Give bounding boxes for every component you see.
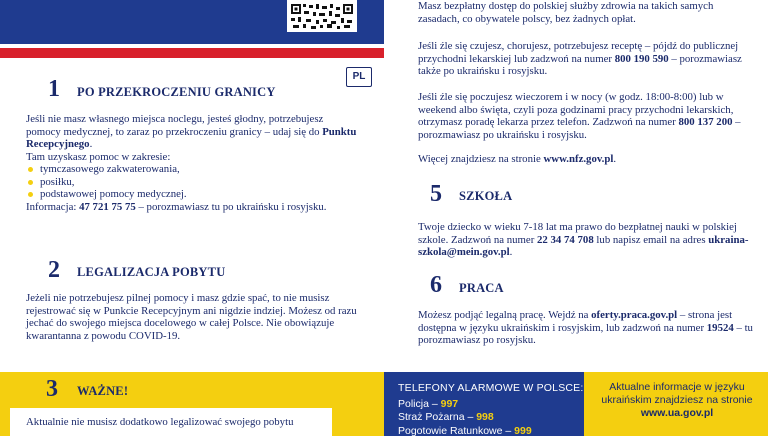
school-email-link[interactable]: ukraina-szkola@mein.gov.pl (418, 233, 749, 258)
left-panel (0, 0, 384, 372)
ua-info-text: Aktualne informacje w języku ukraińskim znajdziesz na stronie (601, 381, 753, 406)
jobs-phone: 19524 (706, 321, 734, 334)
ua-info (596, 381, 758, 420)
list-item: posiłku, (26, 176, 358, 189)
ua-gov-link[interactable]: www.ua.gov.pl (640, 407, 714, 419)
section-1-subheading: Tam uzyskasz pomoc w zakresie: (26, 150, 171, 163)
language-badge: PL (346, 67, 372, 87)
health-phone: 800 190 590 (614, 52, 669, 65)
info-phone: 47 721 75 75 (79, 200, 136, 213)
jobs-link[interactable]: oferty.praca.gov.pl (591, 309, 678, 321)
section-2-body: Jeżeli nie potrzebujesz pilnej pomocy i masz gdzie spać, to nie musisz rejestrować się w Punkcie Recepcyjnym ani nigdzie indziej. Możesz od razu jechać do swojego miejsca docelowego w całej Polsce. Nie obowiązuje kwarantanna z powodu COVID-19. (26, 292, 357, 342)
reception-point-link: Punktu Recepcyjnego (26, 125, 357, 150)
important-box (10, 408, 332, 448)
section-3-number: 3 (46, 376, 58, 402)
fire-number: 998 (476, 411, 494, 423)
police-number: 997 (440, 398, 459, 410)
alarm-fire: Straż Pożarna – 998 (398, 411, 494, 423)
section-2-title: LEGALIZACJA POBYTU (77, 265, 226, 279)
section-3-body: Aktualnie nie musisz dodatkowo legalizować swojego pobytu (26, 416, 294, 428)
list-item: podstawowej pomocy medycznej. (26, 188, 358, 201)
section-5-number: 5 (430, 181, 442, 207)
section-1-info: Informacja: 47 721 75 75 – porozmawiasz tu po ukraińsku i rosyjsku. (26, 200, 327, 213)
alarm-title: TELEFONY ALARMOWE W POLSCE: (398, 382, 584, 394)
alarm-ambulance: Pogotowie Ratunkowe – 999 (398, 425, 532, 437)
list-item: tymczasowego zakwaterowania, (26, 163, 358, 176)
nfz-link[interactable]: www.nfz.gov.pl (543, 153, 614, 165)
section-1-body (26, 113, 358, 213)
section-1-title: PO PRZEKROCZENIU GRANICY (77, 85, 276, 99)
help-list (26, 163, 358, 201)
section-1-paragraph: Jeśli nie masz własnego miejsca noclegu, jesteś głodny, potrzebujesz pomocy medycznej, to zaraz po przekroczeniu granicy – udaj się do Punktu Recepcyjnego. (26, 113, 357, 150)
health-paragraph-4: Więcej znajdziesz na stronie www.nfz.gov.pl. (418, 153, 617, 165)
health-paragraph-3: Jeśli źle się poczujesz wieczorem i w nocy (w godz. 18:00-8:00) lub w weekend albo święta, czyli poza godzinami pracy przychodni lekarskich, otrzymasz poradę lekarza przez telefon. Zadzwoń na numer 800 137 200 – porozmawiasz po ukraińsku i rosyjsku. (418, 91, 741, 141)
right-panel (384, 0, 768, 372)
section-5-title: SZKOŁA (459, 189, 513, 203)
night-phone: 800 137 200 (678, 116, 733, 128)
section-6-title: PRACA (459, 281, 504, 295)
section-6-body: Możesz podjąć legalną pracę. Wejdź na oferty.praca.gov.pl – strona jest dostępna w języku ukraińskim i rosyjskim, lub zadzwoń na numer 19524 – tu porozmawiasz po rosyjsku. (418, 309, 753, 346)
section-1-number: 1 (48, 76, 60, 102)
school-phone: 22 34 74 708 (537, 233, 594, 246)
section-2-number: 2 (48, 257, 60, 283)
section-5-body: Twoje dziecko w wieku 7-18 lat ma prawo do bezpłatnej nauki w polskiej szkole. Zadzwoń na numer 22 34 74 708 lub napisz email na adres ukraina-szkola@mein.gov.pl. (418, 221, 749, 258)
section-6-number: 6 (430, 272, 442, 298)
section-3-title: WAŻNE! (77, 384, 129, 398)
ambulance-number: 999 (514, 425, 532, 437)
red-stripe (0, 48, 384, 58)
health-paragraph-1: Masz bezpłatny dostęp do polskiej służby zdrowia na takich samych zasadach, co obywatele polscy, bez żadnych opłat. (418, 0, 714, 25)
alarm-police: Policja – 997 (398, 398, 459, 410)
health-paragraph-2: Jeśli źle się czujesz, chorujesz, potrzebujesz receptę – pójdź do publicznej przychodni lekarskiej lub zadzwoń na numer 800 190 590 – porozmawiasz także po ukraińsku i rosyjsku. (418, 40, 742, 77)
qr-code-icon (287, 0, 357, 32)
